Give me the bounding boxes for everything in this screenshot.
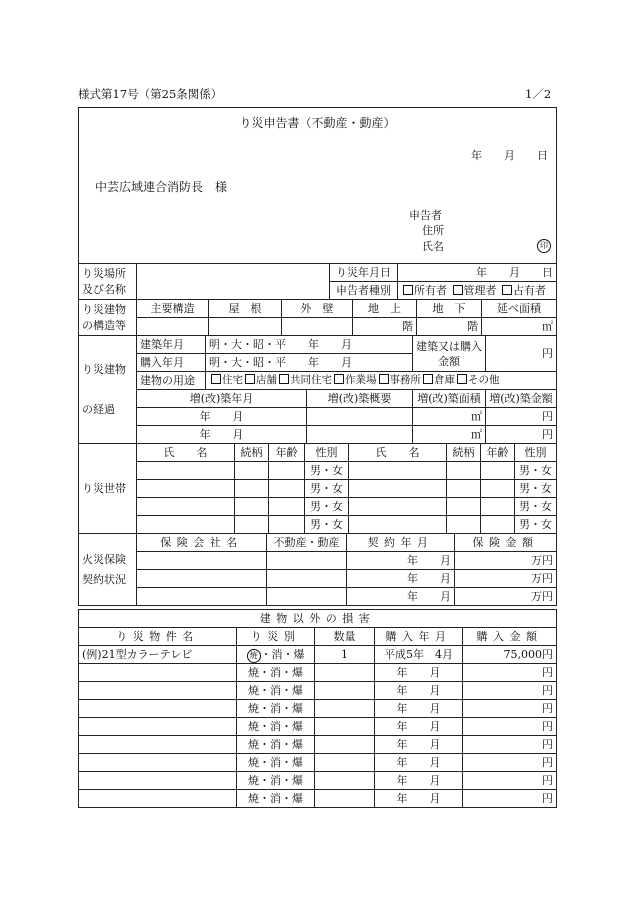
table-row: 年 月 万円: [79, 552, 557, 570]
structure-header: 屋 根: [209, 300, 282, 318]
reporter-label: 申告者: [409, 209, 442, 222]
structure-label: り災建物の構造等: [79, 300, 137, 336]
ext-cost-input[interactable]: 円: [486, 408, 557, 426]
reporter-type-options: [398, 282, 557, 300]
use-office-checkbox[interactable]: 事務所: [377, 374, 422, 386]
ext-area-input[interactable]: ㎡: [413, 408, 486, 426]
sex-select[interactable]: 男・女: [515, 462, 557, 480]
sex-select[interactable]: 男・女: [305, 498, 349, 516]
ext-header: 増(改)築概要: [307, 390, 413, 408]
table-row: [79, 480, 557, 498]
cost-label: 建築又は購入金額: [413, 336, 486, 372]
sex-select[interactable]: 男・女: [515, 516, 557, 534]
ext-header: 増(改)築金額: [486, 390, 557, 408]
sex-select[interactable]: 男・女: [515, 498, 557, 516]
structure-header: 地 上: [353, 300, 417, 318]
table-row: 焼・消・爆 年 月 円: [79, 682, 557, 700]
burnt-mark-icon: 焼: [247, 649, 261, 663]
household-header: 氏 名: [137, 444, 235, 462]
household-label: り災世帯: [79, 444, 137, 534]
roof-input[interactable]: [209, 318, 282, 336]
sex-select[interactable]: 男・女: [305, 462, 349, 480]
table-row: 焼・消・爆 年 月 円: [79, 736, 557, 754]
addressee: 中芸広域連合消防長 様: [95, 180, 228, 194]
reporter-address[interactable]: 住所: [422, 224, 444, 237]
purchased-label: 購入年月: [137, 354, 206, 372]
cost-input[interactable]: 円: [486, 336, 557, 372]
use-options: [206, 372, 557, 390]
use-label: 建物の用途: [137, 372, 206, 390]
ext-cost-input[interactable]: 円: [486, 426, 557, 444]
ext-summary-input[interactable]: [307, 408, 413, 426]
household-header: 氏 名: [349, 444, 447, 462]
damage-header: 購入年月: [375, 628, 463, 646]
table-row: 焼・消・爆 年 月 円: [79, 790, 557, 808]
reporter-name[interactable]: 氏名: [422, 240, 444, 253]
floors-above-input[interactable]: 階: [353, 318, 417, 336]
wall-input[interactable]: [282, 318, 353, 336]
built-label: 建築年月: [137, 336, 206, 354]
table-row: [79, 462, 557, 480]
floors-below-input[interactable]: 階: [417, 318, 482, 336]
household-header: 性別: [515, 444, 557, 462]
table-row: 焼・消・爆 年 月 円: [79, 772, 557, 790]
built-date[interactable]: 明・大・昭・平 年 月: [206, 336, 413, 354]
place-label: り災場所及び名称: [79, 264, 137, 300]
use-house-checkbox[interactable]: 住宅: [209, 374, 243, 386]
sex-select[interactable]: 男・女: [515, 480, 557, 498]
insurance-header: 不動産・動産: [267, 534, 347, 552]
household-header: 続柄: [447, 444, 481, 462]
damage-header: 数量: [315, 628, 375, 646]
page-number: 1／2: [525, 87, 552, 101]
use-workshop-checkbox[interactable]: 作業場: [332, 374, 377, 386]
main-structure-input[interactable]: [137, 318, 209, 336]
damage-title: 建物以外の損害: [79, 610, 557, 628]
household-header: 性別: [305, 444, 349, 462]
purchased-date[interactable]: 明・大・昭・平 年 月: [206, 354, 413, 372]
structure-header: 地 下: [417, 300, 482, 318]
table-row: 年 月 万円: [79, 588, 557, 606]
ext-date-input[interactable]: 年 月: [137, 408, 307, 426]
use-shop-checkbox[interactable]: 店舗: [243, 374, 277, 386]
use-warehouse-checkbox[interactable]: 倉庫: [421, 374, 455, 386]
table-row: 焼・消・爆 年 月 円: [79, 664, 557, 682]
structure-header: 外 壁: [282, 300, 353, 318]
fire-date-input[interactable]: 年 月 日: [398, 264, 557, 282]
sex-select[interactable]: 男・女: [305, 516, 349, 534]
ext-summary-input[interactable]: [307, 426, 413, 444]
fire-date-label: り災年月日: [330, 264, 398, 282]
seal-icon: 印: [537, 239, 551, 253]
use-apartment-checkbox[interactable]: 共同住宅: [277, 374, 332, 386]
example-row: (例)21型カラーテレビ 焼 ・消・爆 1 平成5年 4月 75,000円: [79, 646, 557, 664]
floor-area-input[interactable]: ㎡: [482, 318, 557, 336]
table-row: 焼・消・爆 年 月 円: [79, 754, 557, 772]
damage-header: り災別: [237, 628, 315, 646]
ext-header: 増(改)築面積: [413, 390, 486, 408]
use-other-checkbox[interactable]: その他: [455, 374, 500, 386]
ext-header: 増(改)築年月: [137, 390, 307, 408]
damage-header: 購入金額: [463, 628, 557, 646]
type-occupant-checkbox[interactable]: 占有者: [500, 284, 546, 297]
table-row: [79, 516, 557, 534]
structure-header: 延べ面積: [482, 300, 557, 318]
submission-date[interactable]: 年 月 日: [471, 149, 548, 162]
declaration-form: [78, 107, 557, 808]
table-row: 年 月 万円: [79, 570, 557, 588]
insurance-header: 保険会社名: [137, 534, 267, 552]
form-heading-block: [79, 108, 557, 264]
table-row: 焼・消・爆 年 月 円: [79, 700, 557, 718]
sex-select[interactable]: 男・女: [305, 480, 349, 498]
household-header: 続柄: [235, 444, 269, 462]
insurance-header: 契約年月: [347, 534, 455, 552]
form-number: 様式第17号（第25条関係）: [78, 87, 223, 101]
table-row: [79, 498, 557, 516]
table-row: 焼・消・爆 年 月 円: [79, 718, 557, 736]
type-owner-checkbox[interactable]: 所有者: [401, 284, 447, 297]
household-header: 年齢: [269, 444, 305, 462]
insurance-label: 火災保険契約状況: [79, 534, 137, 606]
history-label: り災建物の経過: [79, 336, 137, 444]
structure-header: 主要構造: [137, 300, 209, 318]
damage-header: り災物件名: [79, 628, 237, 646]
place-input[interactable]: [137, 264, 330, 300]
type-manager-checkbox[interactable]: 管理者: [451, 284, 497, 297]
reporter-type-label: 申告者種別: [330, 282, 398, 300]
household-header: 年齢: [481, 444, 515, 462]
ext-date-input[interactable]: 年 月: [137, 426, 307, 444]
insurance-header: 保険金額: [455, 534, 557, 552]
ext-area-input[interactable]: ㎡: [413, 426, 486, 444]
form-title: り災申告書（不動産・動産）: [239, 116, 396, 130]
